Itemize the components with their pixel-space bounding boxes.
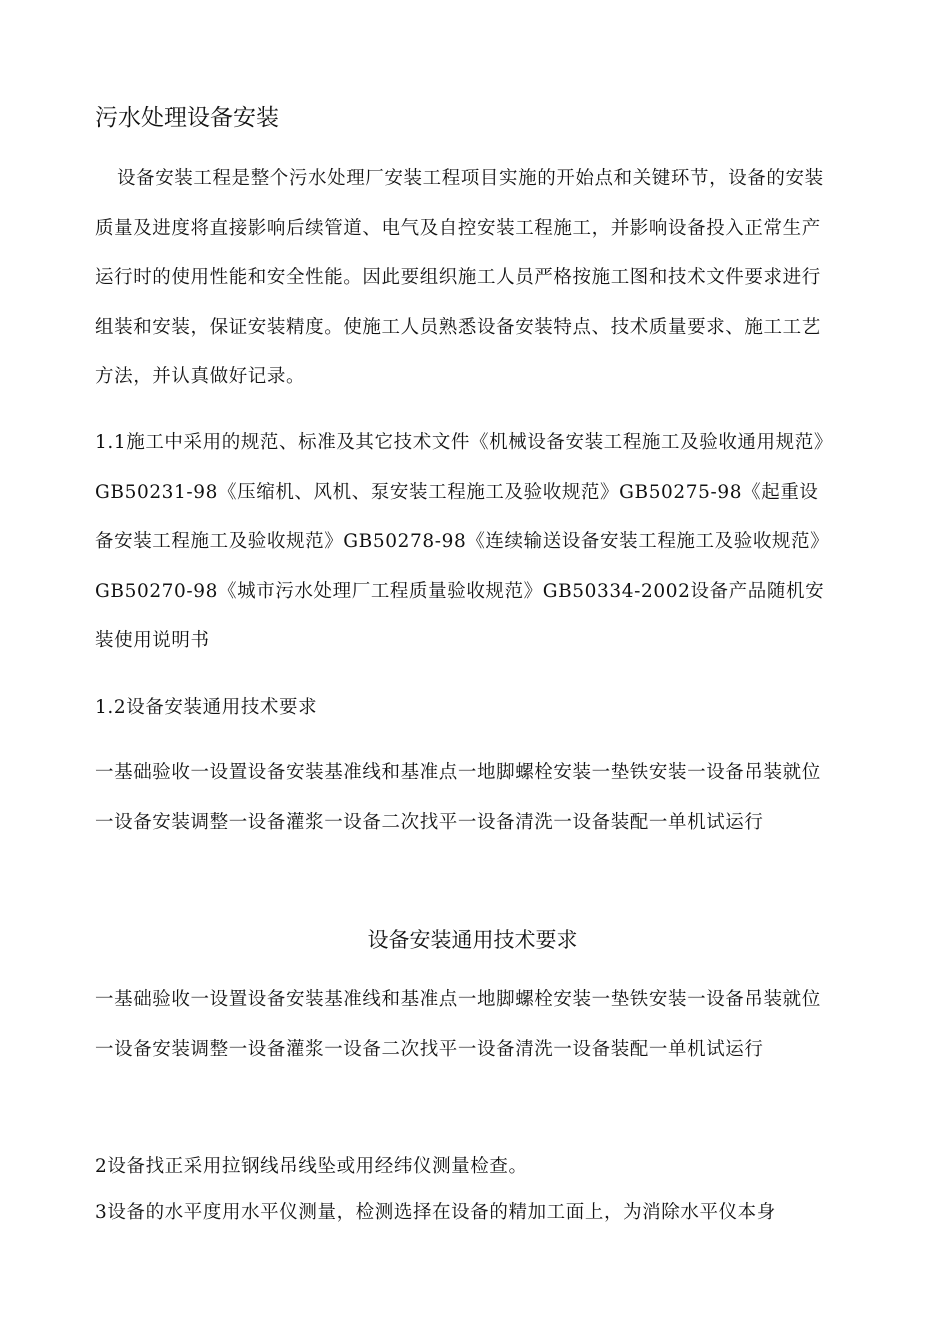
process-flow-paragraph-2: 一基础验收一设置设备安装基准线和基准点一地脚螺栓安装一垫铁安装一设备吊装就位一设备安装调整一设备灌浆一设备二次找平一设备清洗一设备装配一单机试运行: [95, 989, 821, 1060]
item-2-text: 2设备找正采用拉钢线吊线坠或用经纬仪测量检查。: [95, 1156, 528, 1177]
document-title: 污水处理设备安装: [95, 105, 279, 131]
section-1-2-title: 1.2设备安装通用技术要求: [95, 697, 318, 718]
process-flow-paragraph-1: 一基础验收一设置设备安装基准线和基准点一地脚螺栓安装一垫铁安装一设备吊装就位一设备安装调整一设备灌浆一设备二次找平一设备清洗一设备装配一单机试运行: [95, 762, 821, 833]
section-1-1-paragraph: 1.1施工中采用的规范、标准及其它技术文件《机械设备安装工程施工及验收通用规范》GB50231-98《压缩机、风机、泵安装工程施工及验收规范》GB50275-98《起重设备安装工程施工及验收规范》GB50278-98《连续输送设备安装工程施工及验收规范》GB50270-98《城市污水处理厂工程质量验收规范》GB50334-2002设备产品随机安装使用说明书: [95, 432, 830, 651]
intro-paragraph: 设备安装工程是整个污水处理厂安装工程项目实施的开始点和关键环节，设备的安装质量及进度将直接影响后续管道、电气及自控安装工程施工，并影响设备投入正常生产运行时的使用性能和安全性能。因此要组织施工人员严格按施工图和技术文件要求进行组装和安装，保证安装精度。使施工人员熟悉设备安装特点、技术质量要求、施工工艺方法，并认真做好记录。: [95, 168, 824, 387]
item-3-text: 3设备的水平度用水平仪测量，检测选择在设备的精加工面上，为消除水平仪本身: [95, 1202, 776, 1223]
centered-section-heading: 设备安装通用技术要求: [367, 928, 578, 952]
